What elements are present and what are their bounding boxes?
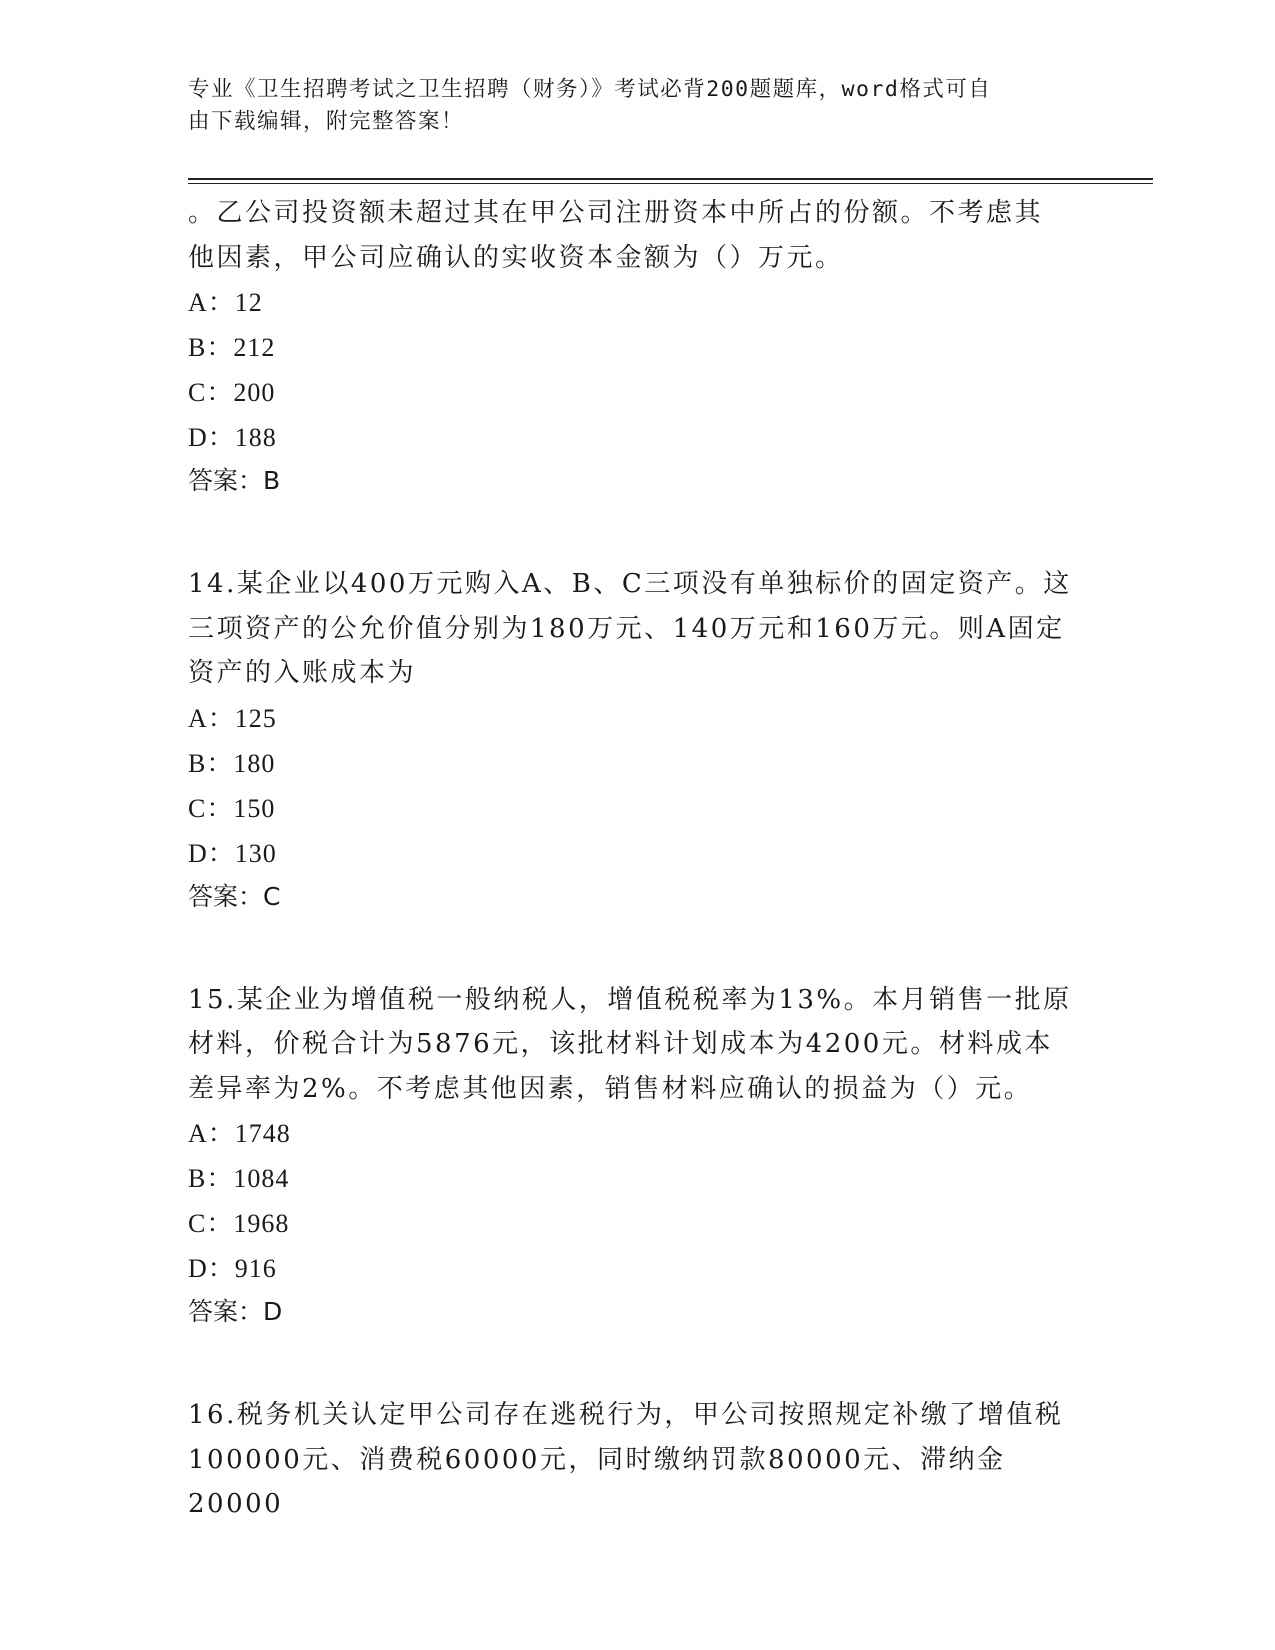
question-block-14 (188, 562, 1088, 918)
question-stem-line: 。乙公司投资额未超过其在甲公司注册资本中所占的份额。不考虑其 (188, 198, 1044, 228)
option-a: A：12 (188, 288, 263, 317)
question-stem-line: 差异率为2%。不考虑其他因素，销售材料应确认的损益为（）元。 (188, 1073, 1033, 1104)
option-b: B：212 (188, 333, 276, 362)
header-divider-thick (188, 178, 1153, 180)
question-stem-line: 100000元、消费税60000元，同时缴纳罚款80000元、滞纳金20000 (188, 1444, 1006, 1519)
header-divider-thin (188, 183, 1153, 184)
document-header (188, 74, 1078, 138)
question-stem-line: 他因素，甲公司应确认的实收资本金额为（）万元。 (188, 242, 844, 273)
option-d: D：188 (188, 423, 277, 452)
question-stem-line: 15.某企业为增值税一般纳税人，增值税税率为13%。本月销售一批原 (188, 984, 1072, 1015)
question-stem-line: 14.某企业以400万元购入A、B、C三项没有单独标价的固定资产。这 (188, 569, 1072, 599)
option-d: D：130 (188, 838, 277, 868)
question-list (188, 191, 1088, 1527)
option-a: A：1748 (188, 1119, 291, 1148)
option-b: B：180 (188, 748, 276, 778)
option-b: B：1084 (188, 1164, 290, 1193)
answer-line: 答案：C (188, 881, 281, 911)
question-stem-line: 三项资产的公允价值分别为180万元、140万元和160万元。则A固定 (188, 613, 1065, 644)
header-line-1: 专业《卫生招聘考试之卫生招聘（财务）》考试必背200题题库，word格式可自 (188, 77, 992, 102)
question-block-15 (188, 978, 1088, 1334)
option-c: C：200 (188, 378, 276, 407)
option-d: D：916 (188, 1254, 277, 1283)
option-c: C：150 (188, 793, 276, 823)
option-a: A：125 (188, 703, 277, 733)
answer-line: 答案：B (188, 466, 281, 495)
question-block-16 (188, 1393, 1088, 1527)
question-stem-line: 材料，价税合计为5876元，该批材料计划成本为4200元。材料成本 (188, 1029, 1053, 1059)
header-line-2: 由下载编辑，附完整答案！ (188, 109, 465, 134)
question-stem-line: 资产的入账成本为 (188, 658, 417, 688)
question-block-13 (188, 191, 1088, 502)
answer-line: 答案：D (188, 1297, 283, 1326)
question-stem-line: 16.税务机关认定甲公司存在逃税行为，甲公司按照规定补缴了增值税 (188, 1400, 1064, 1430)
option-c: C：1968 (188, 1209, 290, 1238)
